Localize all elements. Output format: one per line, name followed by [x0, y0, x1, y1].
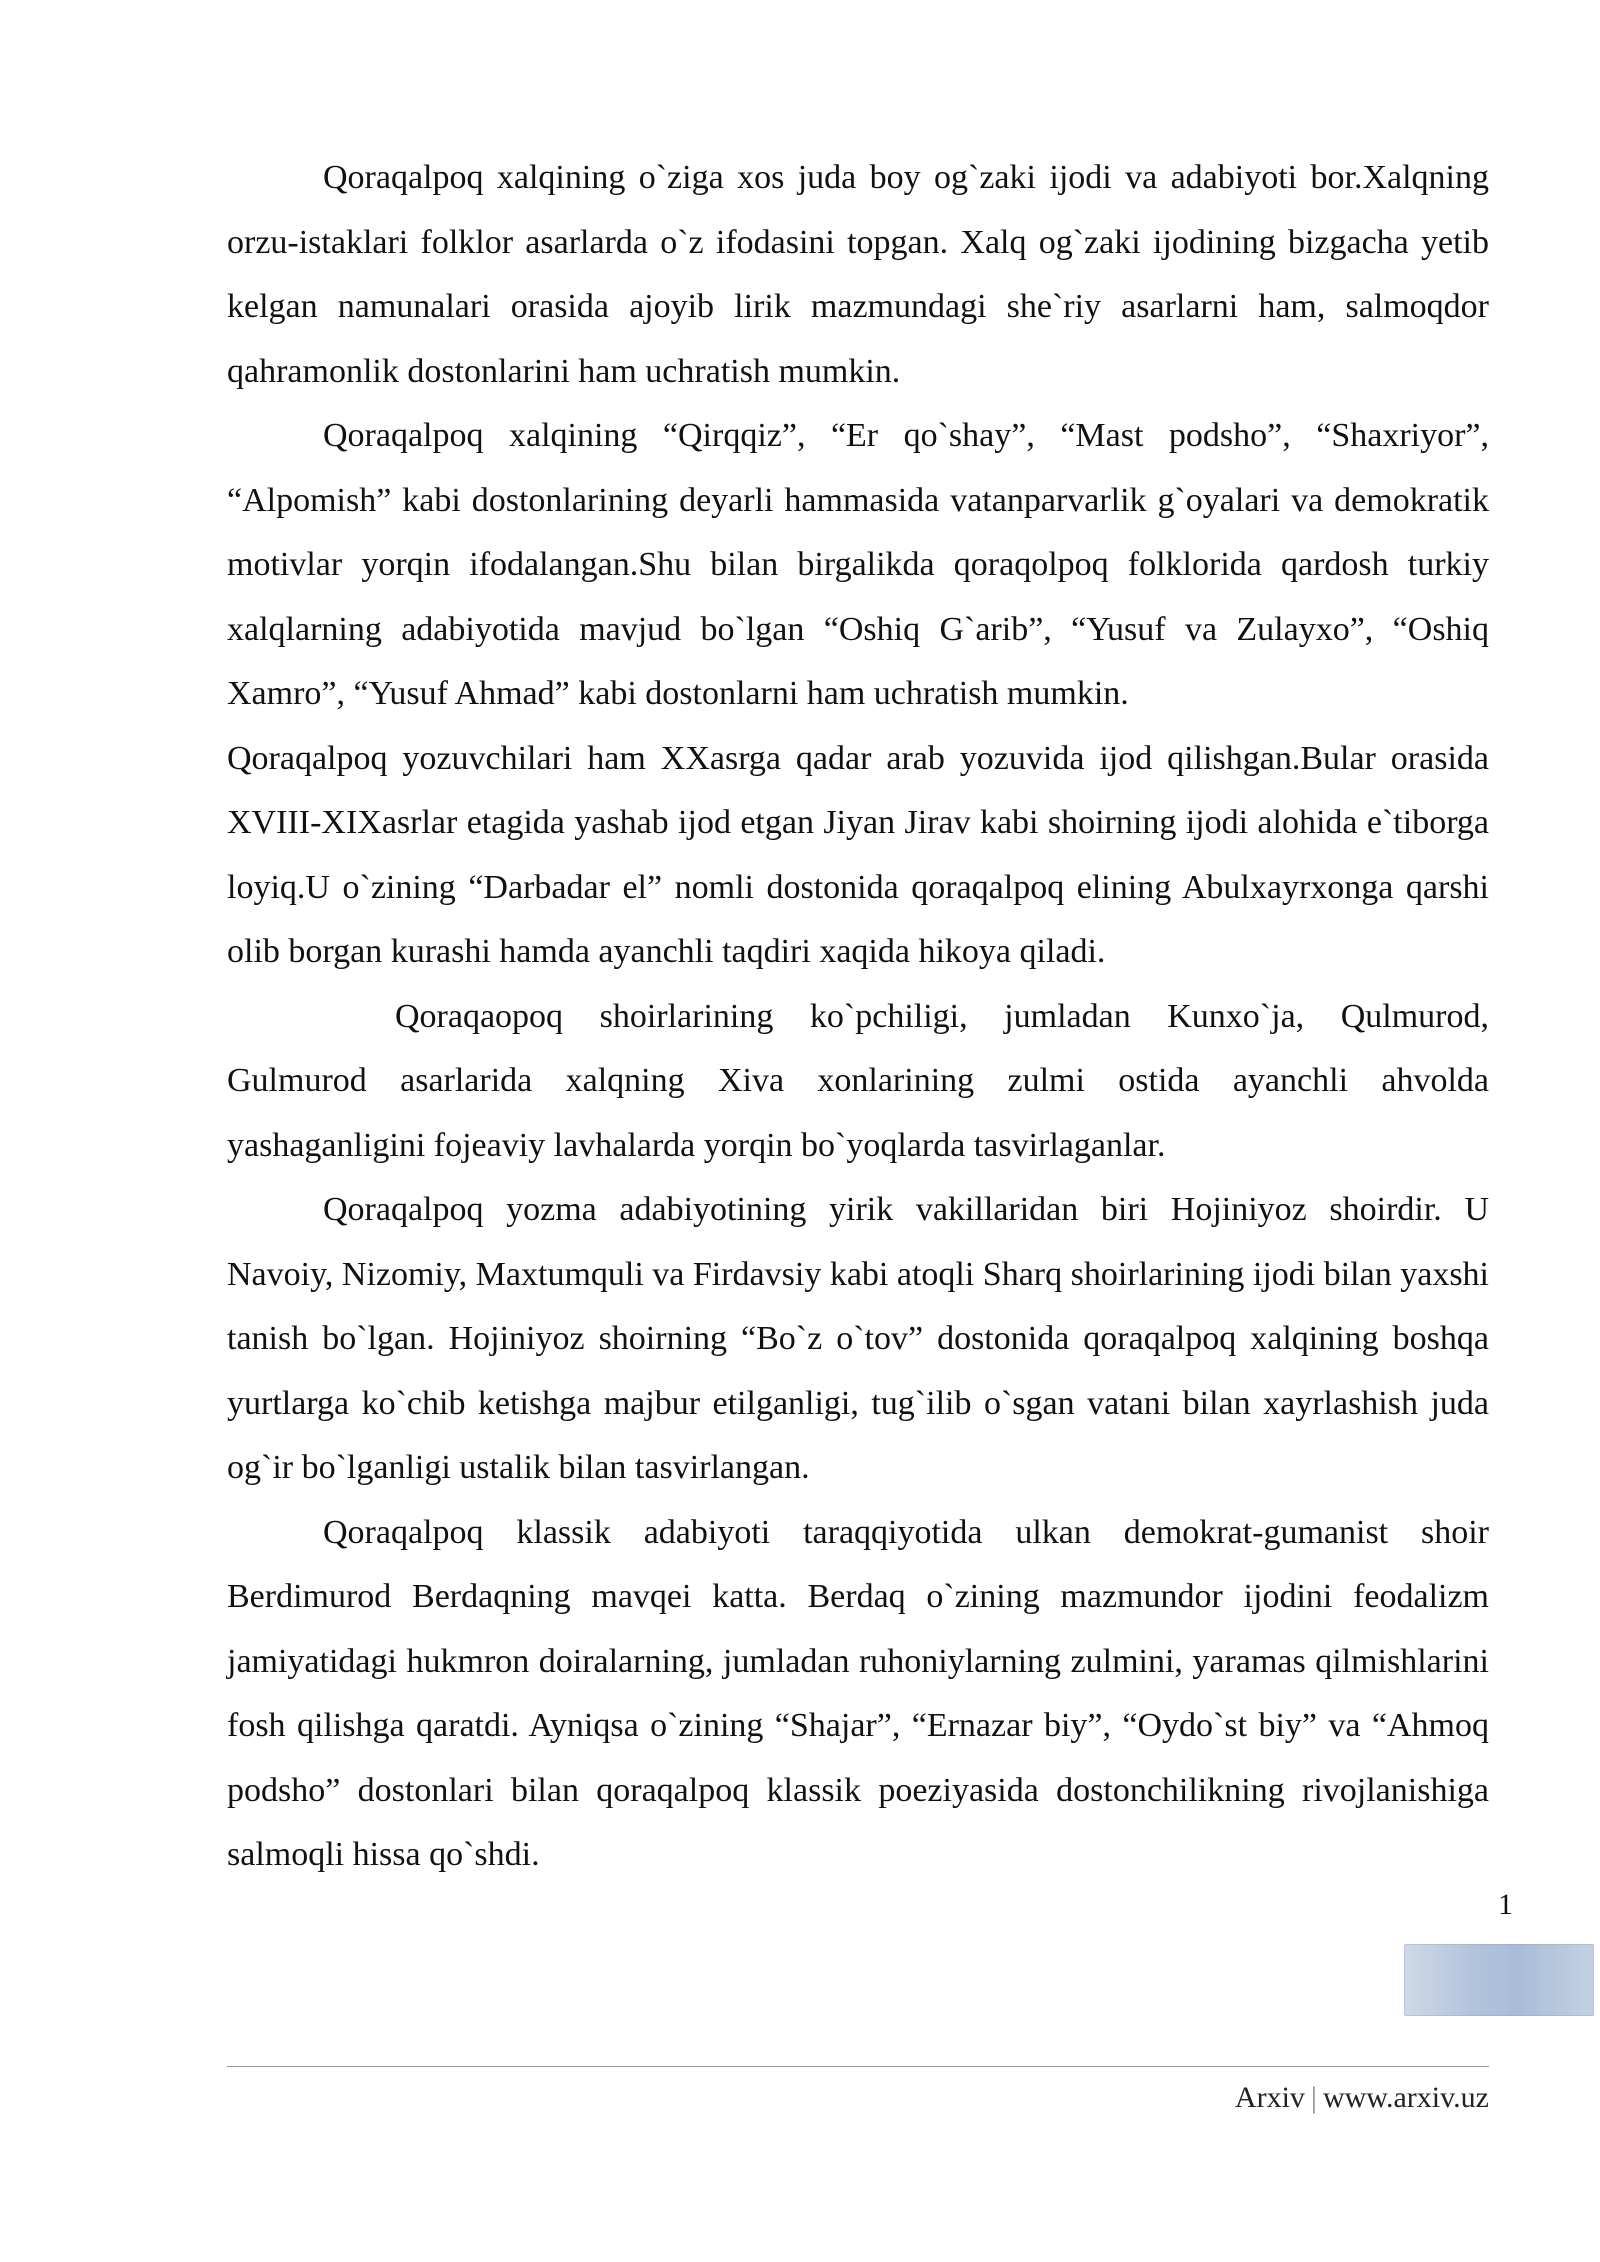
paragraph-4: Qoraqaopoq shoirlarining ko`pchiligi, jumladan Kunxo`ja, Qulmurod, Gulmurod asarlarida xalqning Xiva xonlarining zulmi ostida ayanchli ahvolda yashaganligini fojeaviy lavhalarda yorqin bo`yoqlarda tasvirlaganlar. — [227, 997, 1489, 1164]
footer — [1235, 2078, 1489, 2118]
footer-url-link[interactable]: www.arxiv.uz — [1322, 2081, 1489, 2114]
paragraph-3: Qoraqalpoq yozuvchilari ham XXasrga qadar arab yozuvida ijod qilishgan.Bular orasida XVIII-XIXasrlar etagida yashab ijod etgan Jiyan Jirav kabi shoirning ijodi alohida e`tiborga loyiq.U o`zining “Darbadar el” nomli dostonida qoraqalpoq elining Abulxayrxonga qarshi olib borgan kurashi hamda ayanchli taqdiri xaqida hikoya qiladi. — [227, 739, 1489, 970]
paragraph-6: Qoraqalpoq klassik adabiyoti taraqqiyotida ulkan demokrat-gumanist shoir Berdimurod Berdaqning mavqei katta. Berdaq o`zining mazmundor ijodini feodalizm jamiyatidagi hukmron doiralarning, jumladan ruhoniylarning zulmini, yaramas qilmishlarini fosh qilishga qaratdi. Ayniqsa o`zining “Shajar”, “Ernazar biy”, “Oydo`st biy” va “Ahmoq podsho” dostonlari bilan qoraqalpoq klassik poeziyasida dostonchilikning rivojlanishiga salmoqli hissa qo`shdi. — [227, 1513, 1489, 1873]
footer-site-name: Arxiv — [1234, 2081, 1305, 2114]
paragraph-5: Qoraqalpoq yozma adabiyotining yirik vakillaridan biri Hojiniyoz shoirdir. U Navoiy, Nizomiy, Maxtumquli va Firdavsiy kabi atoqli Sharq shoirlarining ijodi bilan yaxshi tanish bo`lgan. Hojiniyoz shoirning “Bo`z o`tov” dostonida qoraqalpoq xalqining boshqa yurtlarga ko`chib ketishga majbur etilganligi, tug`ilib o`sgan vatani bilan xayrlashish juda og`ir bo`lganligi ustalik bilan tasvirlangan. — [227, 1191, 1489, 1486]
footer-divider — [227, 2066, 1489, 2067]
paragraph-2: Qoraqalpoq xalqining “Qirqqiz”, “Er qo`shay”, “Mast podsho”, “Shaxriyor”, “Alpomish” kabi dostonlarining deyarli hammasida vatanparvarlik g`oyalari va demokratik motivlar yorqin ifodalangan.Shu bilan birgalikda qoraqolpoq folklorida qardosh turkiy xalqlarning adabiyotida mavjud bo`lgan “Oshiq G`arib”, “Yusuf va Zulayxo”, “Oshiq Xamro”, “Yusuf Ahmad” kabi dostonlarni ham uchratish mumkin. — [227, 417, 1489, 712]
paragraph-1: Qoraqalpoq xalqining o`ziga xos juda boy og`zaki ijodi va adabiyoti bor.Xalqning orzu-istaklari folklor asarlarda o`z ifodasini topgan. Xalq og`zaki ijodining bizgacha yetib kelgan namunalari orasida ajoyib lirik mazmundagi she`riy asarlarni ham, salmoqdor qahramonlik dostonlarini ham uchratish mumkin. — [227, 159, 1489, 390]
page-corner-tab — [1404, 1944, 1594, 2016]
footer-separator: | — [1310, 2081, 1317, 2114]
body-text — [227, 146, 1489, 1888]
page-number: 1 — [1498, 1888, 1513, 1921]
